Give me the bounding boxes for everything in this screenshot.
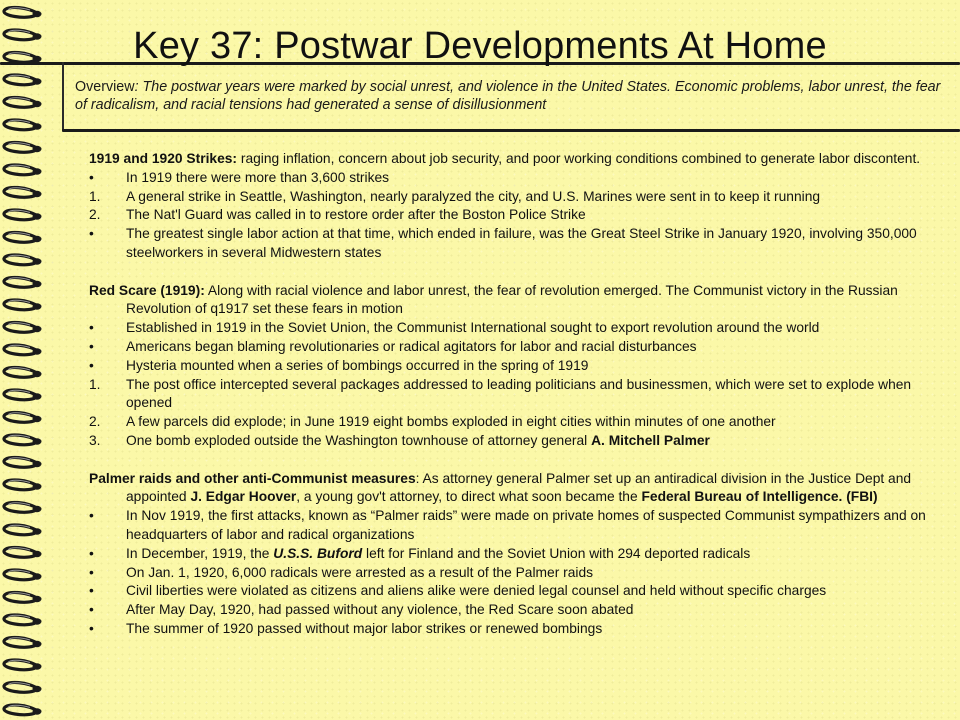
- spiral-coil: [4, 7, 42, 17]
- palmer-title: Palmer raids and other anti-Communist measures: [89, 470, 416, 486]
- list-marker: 1.: [89, 376, 101, 392]
- list-item-text: A few parcels did explode; in June 1919 eight bombs exploded in eight cities within minutes of one another: [126, 414, 776, 430]
- list-item-text: On Jan. 1, 1920, 6,000 radicals were arrested as a result of the Palmer raids: [126, 564, 594, 580]
- spiral-coil: [4, 390, 42, 400]
- spiral-coil: [4, 255, 42, 265]
- spiral-coil: [4, 682, 42, 692]
- list-item: [89, 582, 945, 601]
- list-item-text: In Nov 1919, the first attacks, known as “Palmer raids” were made on private homes of suspected Communist sympathizers and on headquarters of labor and radical organizations: [126, 508, 926, 542]
- list-marker: •: [89, 602, 94, 618]
- list-marker: •: [89, 583, 94, 599]
- list-item: [89, 206, 945, 225]
- list-item: [89, 338, 945, 357]
- list-item: [89, 507, 945, 545]
- spiral-coil: [4, 187, 42, 197]
- spiral-coil: [4, 637, 42, 647]
- list-item: [89, 413, 945, 432]
- list-item: [89, 376, 945, 414]
- list-item: [89, 601, 945, 620]
- list-marker: •: [89, 320, 94, 336]
- spiral-coil: [4, 277, 42, 287]
- list-item-text: One bomb exploded outside the Washington townhouse of attorney general: [126, 432, 592, 448]
- palmer-name: A. Mitchell Palmer: [591, 432, 710, 448]
- list-marker: •: [89, 226, 94, 242]
- palmer-intro-a: : As attorney general Palmer set up an antiradical division in the Justice Dept and appointed: [126, 470, 912, 505]
- red-scare-intro: Along with racial violence and labor unrest, the fear of revolution emerged. The Communist victory in the Russian Revolution of q1917 set these fears in motion: [126, 282, 898, 317]
- list-marker: 2.: [89, 414, 101, 430]
- strikes-title: 1919 and 1920 Strikes:: [89, 151, 238, 166]
- list-item-text: The summer of 1920 passed without major labor strikes or renewed bombings: [126, 620, 603, 636]
- strikes-intro: raging inflation, concern about job security, and poor working conditions combined to generate labor discontent.: [237, 151, 921, 166]
- list-item: [89, 432, 945, 451]
- list-item-text: After May Day, 1920, had passed without any violence, the Red Scare soon abated: [126, 602, 634, 618]
- list-item-text: In 1919 there were more than 3,600 strikes: [126, 169, 390, 185]
- spiral-coil: [4, 210, 42, 220]
- list-item: [89, 620, 945, 639]
- spiral-coil: [4, 480, 42, 490]
- list-marker: •: [89, 338, 94, 354]
- list-marker: 1.: [89, 188, 101, 204]
- list-item-text: Hysteria mounted when a series of bombings occurred in the spring of 1919: [126, 357, 589, 373]
- spiral-coil: [4, 232, 42, 242]
- spiral-coil: [4, 300, 42, 310]
- spiral-coil: [4, 322, 42, 332]
- fbi-name: Federal Bureau of Intelligence. (FBI): [641, 489, 878, 505]
- list-marker: •: [89, 508, 94, 524]
- spiral-coil: [4, 367, 42, 377]
- ship-name: U.S.S. Buford: [273, 545, 363, 561]
- spiral-coil: [4, 592, 42, 602]
- list-item: [89, 225, 945, 263]
- spiral-coil: [4, 570, 42, 580]
- list-marker: •: [89, 357, 94, 373]
- list-item-text: The greatest single labor action at that time, which ended in failure, was the Great Steel Strike in January 1920, involving 350,000 steelworkers in several Midwestern states: [126, 226, 917, 260]
- red-scare-heading: [89, 282, 945, 320]
- overview-margin-line: [62, 62, 64, 130]
- strikes-heading: [89, 150, 945, 169]
- list-item-text: In December, 1919, the: [126, 545, 274, 561]
- spiral-coil: [4, 547, 42, 557]
- hoover-name: J. Edgar Hoover: [190, 489, 297, 505]
- list-item: [89, 319, 945, 338]
- list-item-text: Established in 1919 in the Soviet Union, the Communist International sought to export revolution around the world: [126, 320, 820, 336]
- spiral-coil: [4, 705, 42, 715]
- spiral-coil: [4, 75, 42, 85]
- list-item: [89, 545, 945, 564]
- palmer-intro-b: , a young gov't attorney, to direct what soon became the: [296, 489, 642, 505]
- spiral-coil: [4, 142, 42, 152]
- spiral-coil: [4, 165, 42, 175]
- list-item: [89, 169, 945, 188]
- overview-label: Overview: [75, 79, 135, 95]
- list-item-text: The post office intercepted several packages addressed to leading politicians and businessmen, which were set to explode when opened: [126, 376, 912, 411]
- spiral-coil: [4, 435, 42, 445]
- list-item: [89, 188, 945, 207]
- spiral-coil: [4, 412, 42, 422]
- section-spacer: [89, 451, 945, 470]
- list-item: [89, 357, 945, 376]
- notes-content: [89, 150, 945, 639]
- spiral-coil: [4, 502, 42, 512]
- red-scare-title: Red Scare (1919):: [89, 282, 205, 298]
- list-item: [89, 564, 945, 583]
- spiral-binding: [0, 0, 48, 720]
- palmer-heading: [89, 470, 945, 508]
- overview-divider-line: [62, 129, 960, 132]
- spiral-coil: [4, 457, 42, 467]
- spiral-coil: [4, 615, 42, 625]
- list-marker: •: [89, 620, 94, 636]
- list-item-text: The Nat'l Guard was called in to restore order after the Boston Police Strike: [126, 207, 586, 223]
- list-item-text: A general strike in Seattle, Washington, nearly paralyzed the city, and U.S. Marines were sent in to keep it running: [126, 188, 821, 204]
- list-item-text: Americans began blaming revolutionaries or radical agitators for labor and racial disturbances: [126, 338, 697, 354]
- page-title: Key 37: Postwar Developments At Home: [133, 25, 827, 67]
- spiral-coil: [4, 120, 42, 130]
- list-marker: 2.: [89, 207, 101, 223]
- overview-block: Overview: The postwar years were marked by social unrest, and violence in the United States. Economic problems, labor unrest, the fear of radicalism, and racial tensions had generated a sense of disillusionment: [75, 79, 941, 113]
- list-marker: 3.: [89, 432, 101, 448]
- spiral-coil: [4, 525, 42, 535]
- list-item-text: Civil liberties were violated as citizens and aliens alike were denied legal counsel and held without specific charges: [126, 583, 827, 599]
- overview-text: The postwar years were marked by social unrest, and violence in the United States. Economic problems, labor unrest, the fear of radicalism, and racial tensions had generated a sense of disillusionment: [75, 79, 941, 113]
- list-marker: •: [89, 545, 94, 561]
- spiral-coil: [4, 660, 42, 670]
- list-item-text: left for Finland and the Soviet Union with 294 deported radicals: [362, 545, 751, 561]
- list-marker: •: [89, 169, 94, 185]
- spiral-coil: [4, 97, 42, 107]
- section-spacer: [89, 263, 945, 282]
- list-marker: •: [89, 564, 94, 580]
- spiral-coil: [4, 345, 42, 355]
